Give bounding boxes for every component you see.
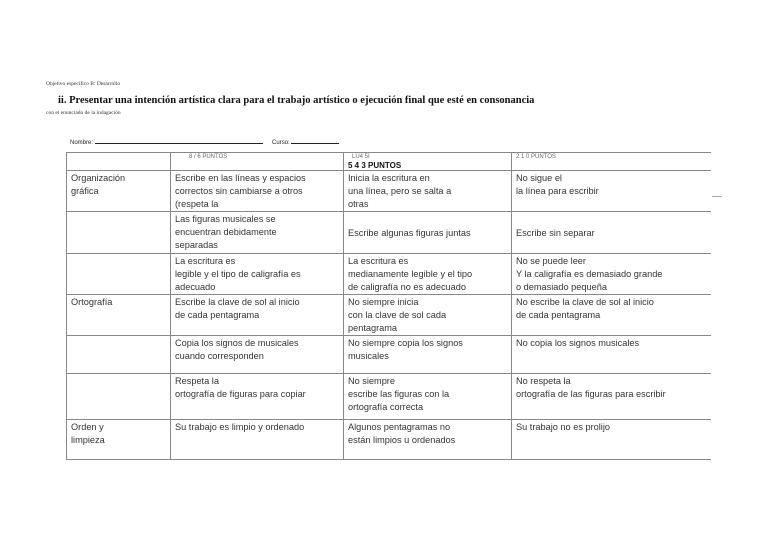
cell-text: Inicia la escritura en (348, 173, 430, 183)
cell-text: de caligrafía no es adecuado (348, 282, 466, 292)
cell-text: correctos sin cambiarse a otros (175, 186, 303, 196)
level-mid-cell (344, 171, 512, 212)
level-low-cell (512, 254, 711, 295)
cell-text: con la clave de sol cada (348, 310, 447, 320)
cell-text: (respeta la (175, 199, 219, 209)
cell-text: No sigue el (516, 173, 562, 183)
category-cell (67, 336, 171, 374)
level-high-cell (171, 212, 344, 254)
level-high-cell (171, 254, 344, 295)
cell-text: No copia los signos musicales (516, 338, 640, 348)
course-blank[interactable] (291, 137, 339, 144)
criterion-subline: con el enunciado de la indagación (46, 110, 121, 116)
category-cell (67, 254, 171, 295)
cell-text: No se puede leer (516, 256, 586, 266)
course-label: Curso: (272, 140, 290, 146)
name-label: Nombre: (70, 140, 94, 146)
header-row (67, 153, 711, 171)
cell-text: cuando corresponden (175, 351, 264, 361)
cell-text: Su trabajo no es prolijo (516, 422, 610, 432)
cell-text: o demasiado pequeña (516, 282, 607, 292)
level-mid-cell (344, 254, 512, 295)
objective-text: Objetivo específico B: Desarrollo (46, 81, 121, 87)
cell-text: de cada pentagrama (175, 310, 260, 320)
category-cell (67, 171, 171, 212)
level-high-cell (171, 374, 344, 420)
level-low-cell (512, 171, 711, 212)
level-low-cell (512, 420, 711, 460)
cell-text: ortografía de figuras para copiar (175, 389, 306, 399)
cell-text: Copia los signos de musicales (175, 338, 299, 348)
cell-text: legible y el tipo de caligrafía es (175, 269, 301, 279)
level-low-cell (512, 374, 711, 420)
level-mid-cell (344, 336, 512, 374)
cell-text: separadas (175, 240, 218, 250)
table-row (67, 295, 711, 336)
name-blank[interactable] (95, 137, 263, 144)
header-col1: 8 / 6 PUNTOS (171, 153, 344, 171)
cell-text: musicales (348, 351, 389, 361)
cell-text: No siempre inicia (348, 297, 419, 307)
level-mid-cell (344, 212, 512, 254)
cell-text: Ortografía (71, 297, 113, 307)
header-col3: 2 1 0 PUNTOS (512, 153, 711, 171)
header-category-cell (67, 153, 171, 171)
cell-text: La escritura es (175, 256, 236, 266)
cell-text: Orden y (71, 422, 104, 432)
cell-text: medianamente legible y el tipo (348, 269, 473, 279)
cell-text: otras (348, 199, 369, 209)
cell-text: una línea, pero se salta a (348, 186, 452, 196)
cell-text: Y la caligrafía es demasiado grande (516, 269, 663, 279)
level-low-cell (512, 295, 711, 336)
level-high-cell (171, 295, 344, 336)
cell-text: Escribe algunas figuras juntas (348, 227, 471, 238)
cell-text: adecuado (175, 282, 216, 292)
level-mid-cell (344, 420, 512, 460)
cell-text: Respeta la (175, 376, 219, 386)
category-cell (67, 374, 171, 420)
cell-text: No siempre (348, 376, 395, 386)
cell-text: están limpios u ordenados (348, 435, 456, 445)
rubric-table (66, 152, 711, 460)
criterion-title: ii. Presentar una intención artística clara para el trabajo artístico o ejecución final que esté en consonancia (58, 95, 535, 106)
level-high-cell (171, 171, 344, 212)
table-row (67, 254, 711, 295)
cell-text: Escribe sin separar (516, 227, 595, 238)
cell-text: Algunos pentagramas no (348, 422, 451, 432)
cell-text: encuentran debidamente (175, 227, 277, 237)
table-row (67, 374, 711, 420)
category-cell (67, 295, 171, 336)
table-row (67, 420, 711, 460)
level-low-cell (512, 336, 711, 374)
category-cell (67, 212, 171, 254)
cell-text: Escribe la clave de sol al inicio (175, 297, 300, 307)
cell-text: No respeta la (516, 376, 571, 386)
cell-text: pentagrama (348, 323, 398, 333)
table-row (67, 171, 711, 212)
cell-text: limpieza (71, 435, 105, 445)
cell-text: Las figuras musicales se (175, 214, 276, 224)
cell-text: No escribe la clave de sol al inicio (516, 297, 654, 307)
cell-text: la línea para escribir (516, 186, 599, 196)
cell-text: Escribe en las líneas y espacios (175, 173, 306, 183)
table-row (67, 336, 711, 374)
cell-text: de cada pentagrama (516, 310, 601, 320)
category-cell (67, 420, 171, 460)
cell-text: Organización (71, 173, 126, 183)
cell-text: gráfica (71, 186, 99, 196)
level-low-cell (512, 212, 711, 254)
cell-text: escribe las figuras con la (348, 389, 450, 399)
cell-text: ortografía correcta (348, 402, 424, 412)
level-mid-cell (344, 295, 512, 336)
level-high-cell (171, 336, 344, 374)
level-high-cell (171, 420, 344, 460)
cell-text: No siempre copia los signos (348, 338, 463, 348)
cell-text: La escritura es (348, 256, 409, 266)
table-row (67, 212, 711, 254)
level-mid-cell (344, 374, 512, 420)
cell-text: ortografía de las figuras para escribir (516, 389, 666, 399)
student-name-line (70, 137, 339, 146)
cell-text: Su trabajo es limpio y ordenado (175, 422, 305, 432)
header-col2: LU4 5I 5 4 3 PUNTOS (344, 153, 512, 171)
margin-mark (712, 196, 722, 197)
